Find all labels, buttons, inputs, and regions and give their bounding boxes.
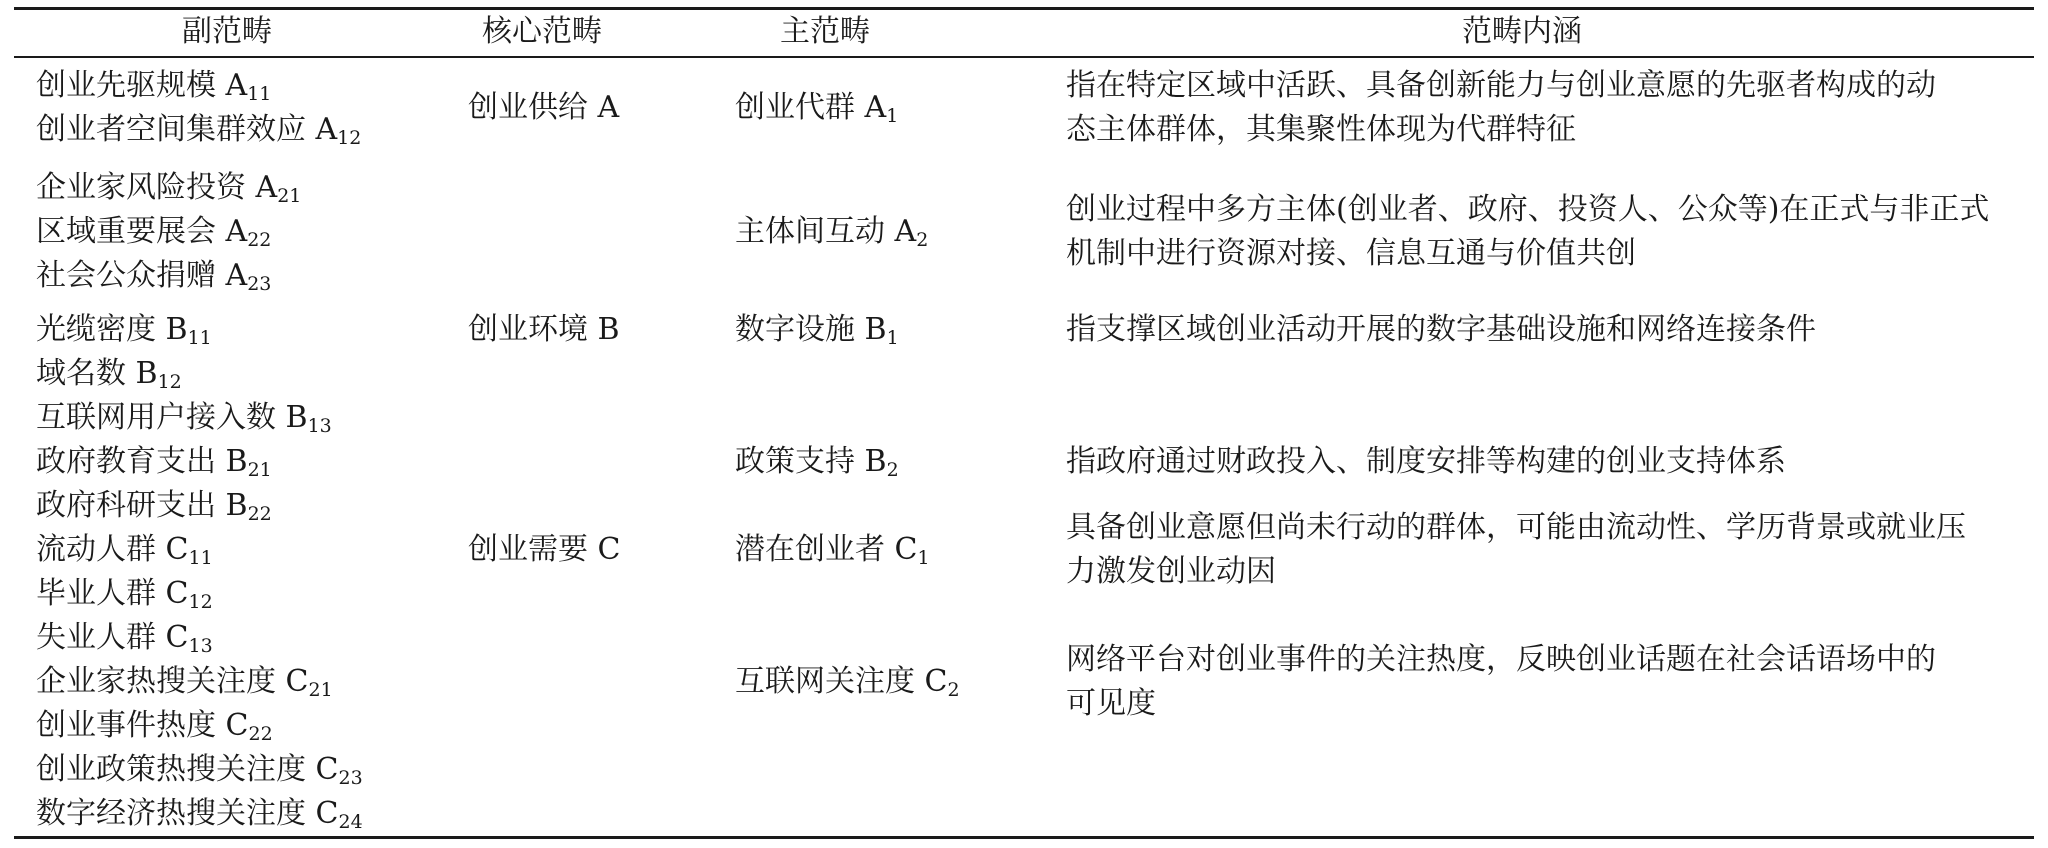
sub-category-item: 区域重要展会 $A_{22}$ bbox=[36, 214, 272, 251]
sub-category-item: 政府科研支出 $B_{22}$ bbox=[36, 488, 272, 525]
core-category-demand: 创业需要 C bbox=[468, 532, 621, 567]
sub-category-item: 创业先驱规模 $A_{11}$ bbox=[36, 68, 272, 105]
header-category-meaning: 范畴内涵 bbox=[1462, 14, 1582, 49]
sub-category-item: 互联网用户接入数 $B_{13}$ bbox=[36, 400, 332, 437]
sub-category-item: 创业事件热度 $C_{22}$ bbox=[36, 708, 273, 745]
sub-category-item: 企业家风险投资 $A_{21}$ bbox=[36, 170, 302, 207]
main-category-item: 互联网关注度 $C_2$ bbox=[735, 664, 960, 701]
meaning-line: 指支撑区域创业活动开展的数字基础设施和网络连接条件 bbox=[1066, 312, 1816, 347]
header-main-category: 主范畴 bbox=[780, 14, 870, 49]
sub-category-item: 光缆密度 $B_{11}$ bbox=[36, 312, 212, 349]
sub-category-item: 流动人群 $C_{11}$ bbox=[36, 532, 213, 569]
main-category-item: 潜在创业者 $C_1$ bbox=[735, 532, 930, 569]
sub-category-item: 域名数 $B_{12}$ bbox=[36, 356, 182, 393]
main-category-item: 创业代群 $A_1$ bbox=[735, 90, 899, 127]
sub-category-item: 创业政策热搜关注度 $C_{23}$ bbox=[36, 752, 363, 789]
sub-category-item: 数字经济热搜关注度 $C_{24}$ bbox=[36, 796, 363, 833]
sub-category-item: 失业人群 $C_{13}$ bbox=[36, 620, 213, 657]
sub-category-item: 政府教育支出 $B_{21}$ bbox=[36, 444, 272, 481]
header-sub-category: 副范畴 bbox=[182, 14, 272, 49]
core-category-supply: 创业供给 A bbox=[468, 90, 620, 125]
table-bottom-rule bbox=[14, 836, 2034, 839]
meaning-line: 具备创业意愿但尚未行动的群体，可能由流动性、学历背景或就业压 bbox=[1066, 510, 1966, 545]
main-category-item: 主体间互动 $A_2$ bbox=[735, 214, 929, 251]
meaning-line: 机制中进行资源对接、信息互通与价值共创 bbox=[1066, 236, 1636, 271]
main-category-item: 政策支持 $B_2$ bbox=[735, 444, 899, 481]
table-header-rule bbox=[14, 56, 2034, 58]
meaning-line: 态主体群体，其集聚性体现为代群特征 bbox=[1066, 112, 1576, 147]
header-core-category: 核心范畴 bbox=[482, 14, 602, 49]
sub-category-item: 社会公众捐赠 $A_{23}$ bbox=[36, 258, 272, 295]
main-category-item: 数字设施 $B_1$ bbox=[735, 312, 899, 349]
meaning-line: 创业过程中多方主体(创业者、政府、投资人、公众等)在正式与非正式 bbox=[1066, 192, 1990, 227]
meaning-line: 可见度 bbox=[1066, 686, 1156, 721]
table-top-rule bbox=[14, 7, 2034, 10]
core-category-environment: 创业环境 B bbox=[468, 312, 620, 347]
meaning-line: 指政府通过财政投入、制度安排等构建的创业支持体系 bbox=[1066, 444, 1786, 479]
meaning-line: 力激发创业动因 bbox=[1066, 554, 1276, 589]
sub-category-item: 企业家热搜关注度 $C_{21}$ bbox=[36, 664, 333, 701]
meaning-line: 网络平台对创业事件的关注热度，反映创业话题在社会话语场中的 bbox=[1066, 642, 1936, 677]
sub-category-item: 创业者空间集群效应 $A_{12}$ bbox=[36, 112, 362, 149]
meaning-line: 指在特定区域中活跃、具备创新能力与创业意愿的先驱者构成的动 bbox=[1066, 68, 1936, 103]
sub-category-item: 毕业人群 $C_{12}$ bbox=[36, 576, 213, 613]
